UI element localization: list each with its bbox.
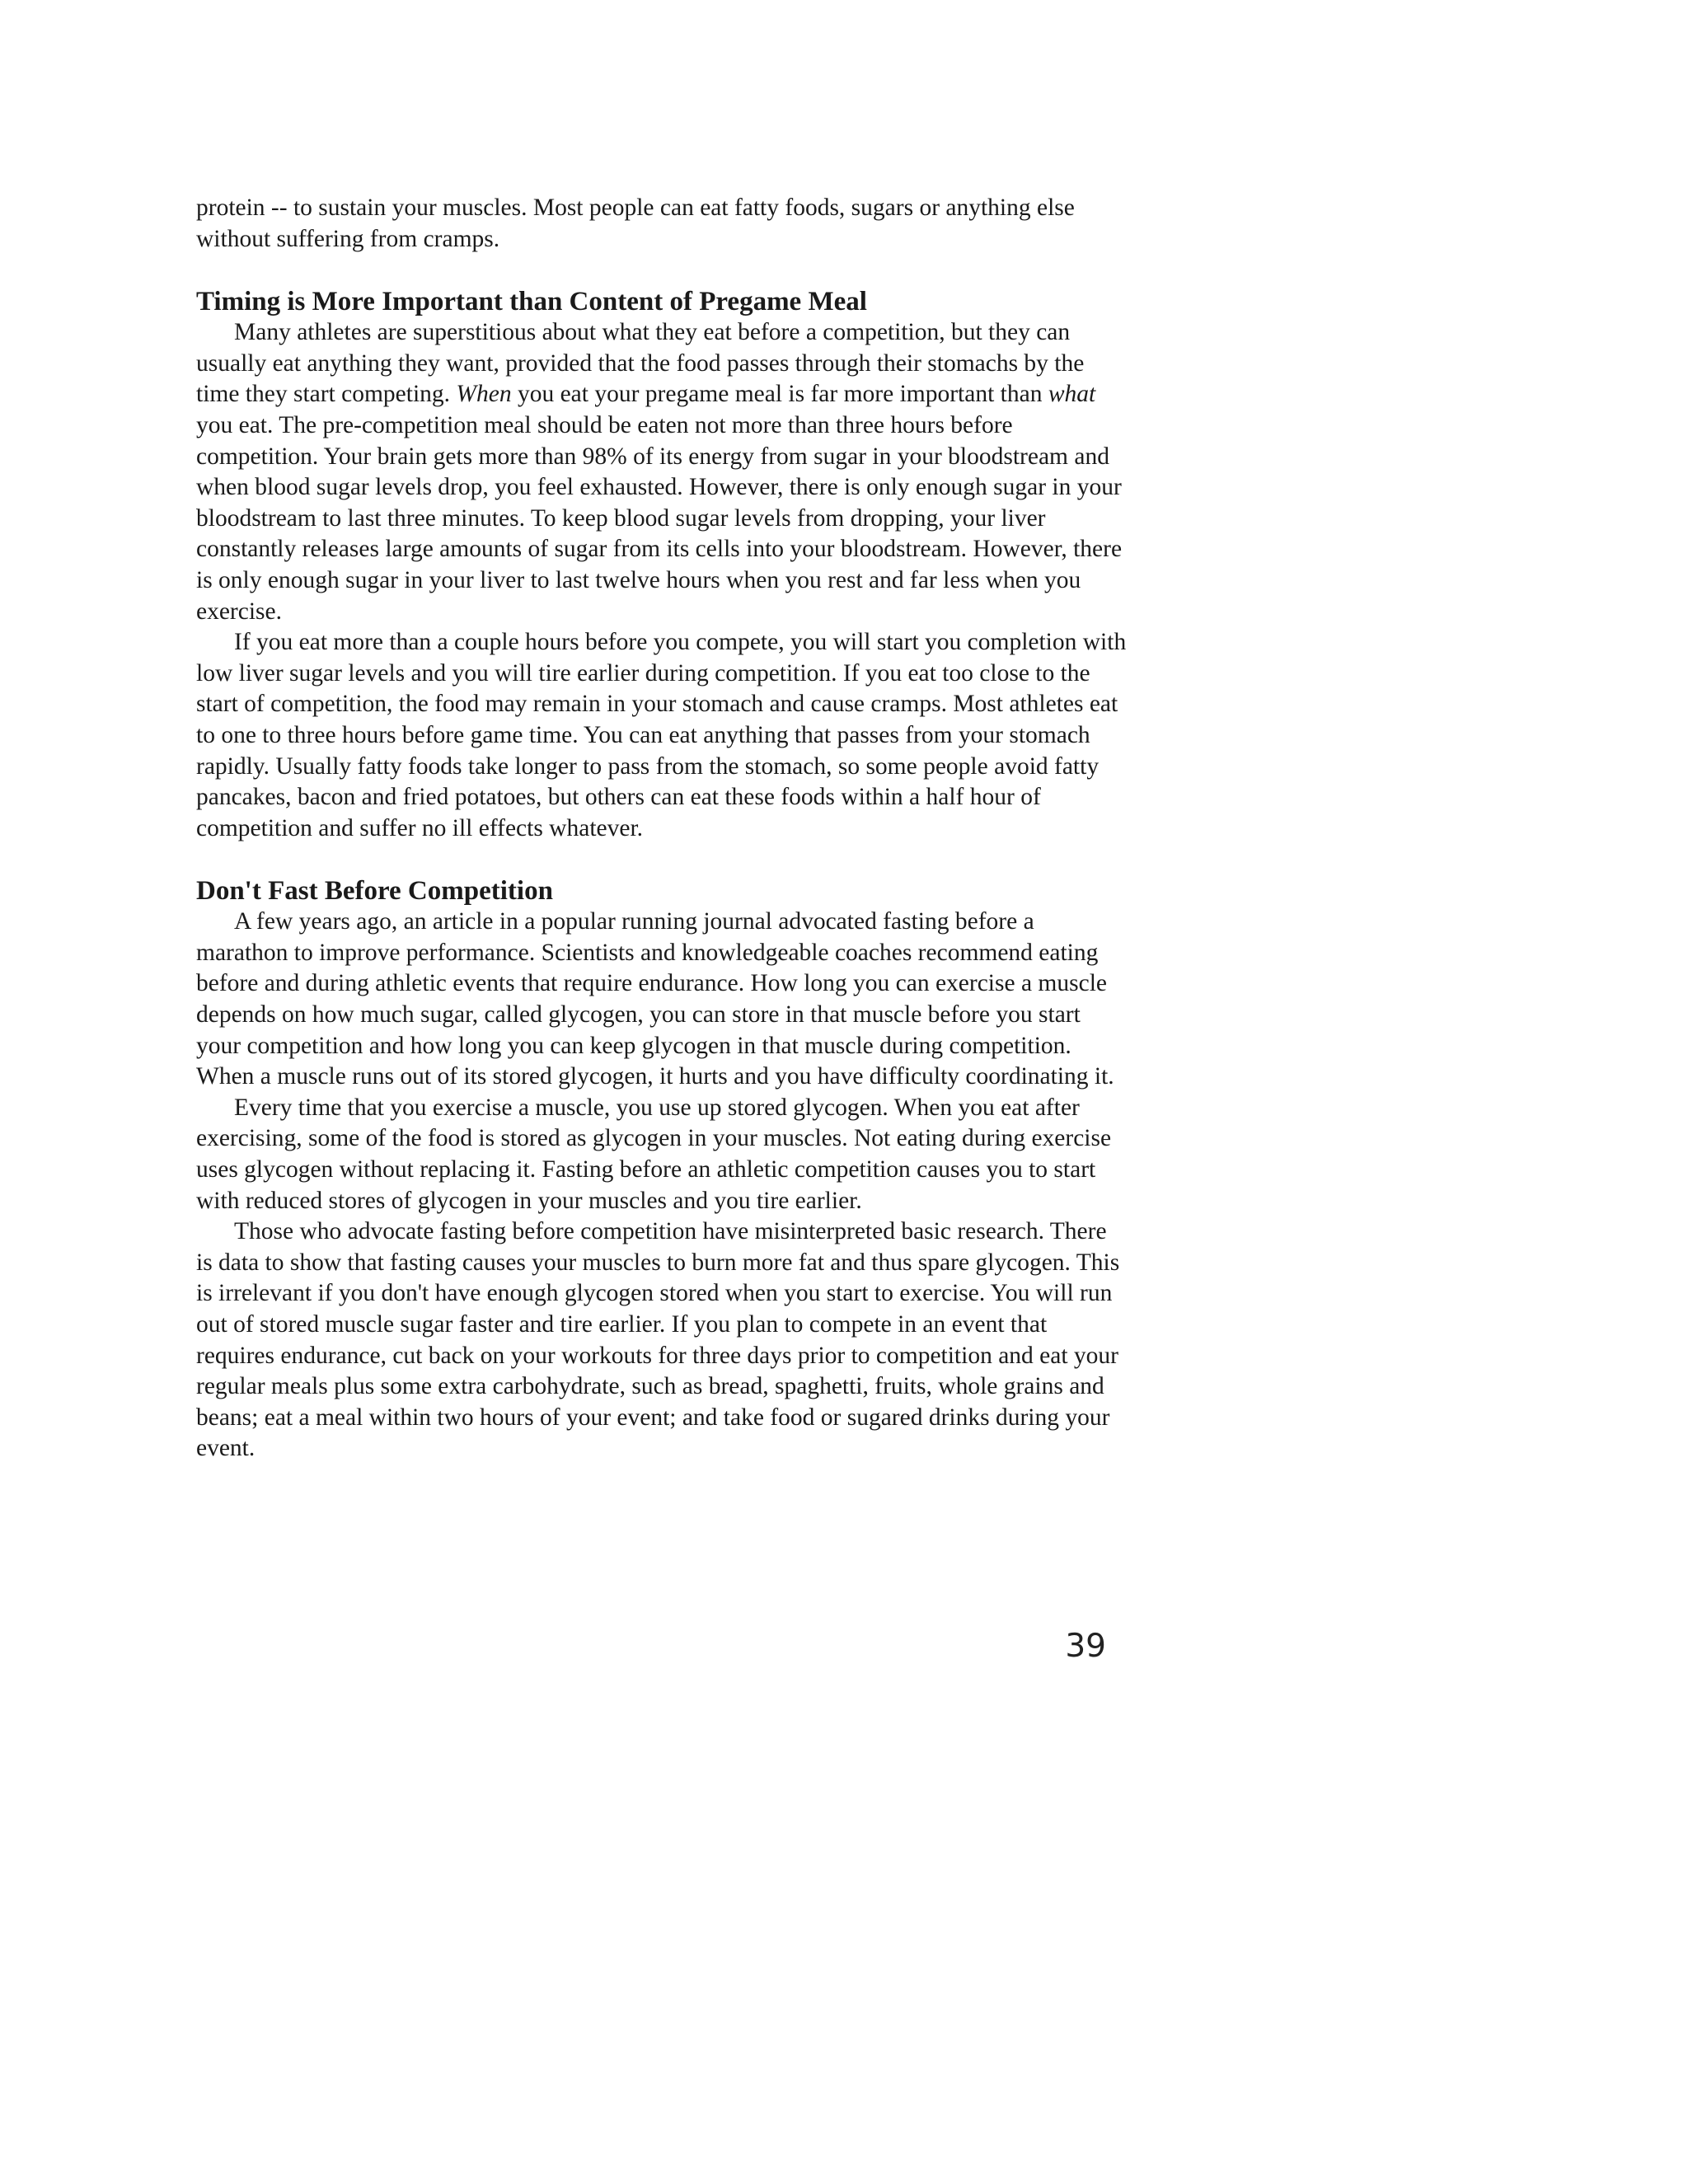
fasting-paragraph-2: Every time that you exercise a muscle, you use up stored glycogen. When you eat after exercising, some of the food is stored as glycogen in your muscles. Not eating during exercise uses glycogen without replacing it. Fasting before an athletic competition causes you to start with reduced stores of glycogen in your muscles and you tire earlier. [196,1094,1112,1214]
section-spacer [196,844,1128,875]
fasting-paragraph-3: Those who advocate fasting before competition have misinterpreted basic research. There is data to show that fasting causes your muscles to burn more fat and thus spare glycogen. This is irrelevant if you don't have enough glycogen stored when you start to exercise. You will run out of stored muscle sugar faster and tire earlier. If you plan to compete in an event that requires endurance, cut back on your workouts for three days prior to competition and eat your regular meals plus some extra carbohydrate, such as bread, spaghetti, fruits, whole grains and beans; eat a meal within two hours of your event; and take food or sugared drinks during your event. [196,1218,1120,1462]
timing-paragraph-1-text-b: you eat your pregame meal is far more important than [511,381,1048,408]
emphasis-when: When [456,381,512,408]
page-number: 39 [1065,1628,1106,1665]
timing-paragraph-1-text-c: you eat. The pre-competition meal should be eaten not more than three hours before competition. Your brain gets more than 98% of its energy from sugar in your bloodstream and when blood sugar levels drop, you feel exhausted. However, there is only enough sugar in your bloodstream to last three minutes. To keep blood sugar levels from dropping, your liver constantly releases large amounts of sugar from its cells into your bloodstream. However, there is only enough sugar in your liver to last twelve hours when you rest and far less when you exercise. [196,411,1123,625]
intro-paragraph: protein -- to sustain your muscles. Most people can eat fatty foods, sugars or anything else without suffering from cramps. [196,194,1075,252]
timing-paragraph-1 [196,317,1128,627]
section-heading-timing: Timing is More Important than Content of Pregame Meal [196,287,867,317]
page-body [196,193,1128,1465]
section-heading-fasting: Don't Fast Before Competition [196,876,553,907]
fasting-paragraph-1: A few years ago, an article in a popular running journal advocated fasting before a marathon to improve performance. Scientists and knowledgeable coaches recommend eating before and during athletic events that require endurance. How long you can exercise a muscle depends on how much sugar, called glycogen, you can store in that muscle before you start your competition and how long you can keep glycogen in that muscle during competition. When a muscle runs out of its stored glycogen, it hurts and you have difficulty coordinating it. [196,908,1114,1090]
timing-paragraph-2: If you eat more than a couple hours before you compete, you will start you completion with low liver sugar levels and you will tire earlier during competition. If you eat too close to the start of competition, the food may remain in your stomach and cause cramps. Most athletes eat to one to three hours before game time. You can eat anything that passes from your stomach rapidly. Usually fatty foods take longer to pass from the stomach, so some people avoid fatty pancakes, bacon and fried potatoes, but others can eat these foods within a half hour of competition and suffer no ill effects whatever. [196,629,1127,841]
section-spacer [196,255,1128,286]
emphasis-what: what [1048,381,1096,408]
timing-paragraph-1-text-a: Many athletes are superstitious about what they eat before a competition, but they can usually eat anything they want, provided that the food passes through their stomachs by the time they start competing. [196,319,1085,408]
